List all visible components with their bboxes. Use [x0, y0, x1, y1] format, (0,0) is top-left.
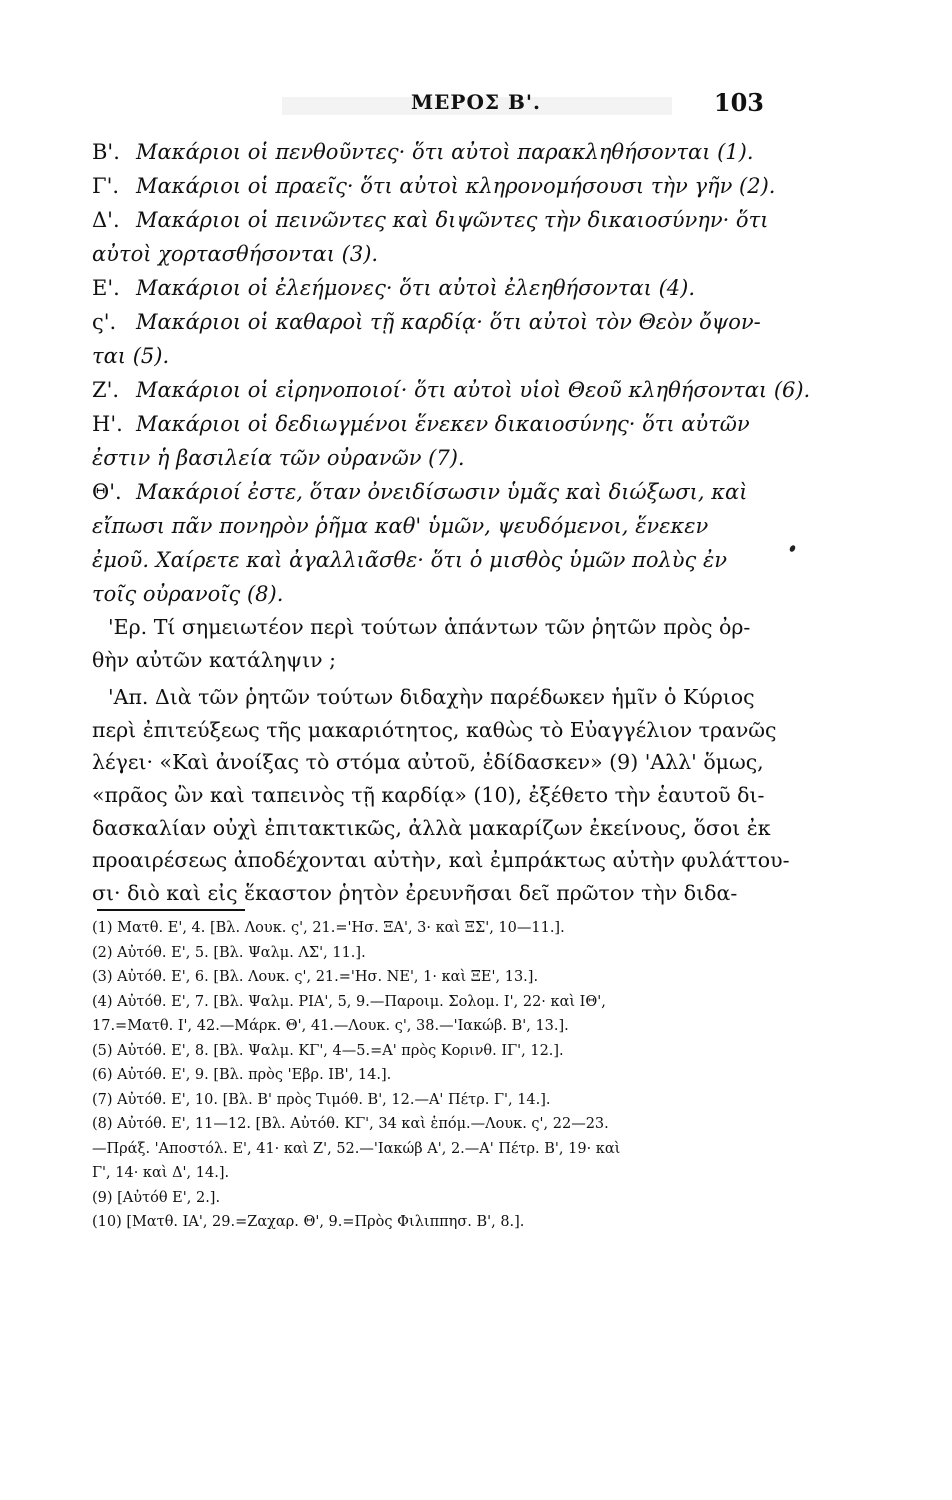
verse: [92, 169, 776, 203]
verse-text-continued: αὐτοὶ χορτασθήσονται (3).: [92, 242, 379, 266]
verse-number: Θ'.: [92, 480, 122, 504]
footnote: [92, 941, 782, 966]
verse-number: Δ'.: [92, 208, 120, 232]
answer-text: Διὰ τῶν ῥητῶν τούτων διδαχὴν παρέδωκεν ἡμῖν ὁ Κύριος: [154, 685, 755, 710]
footnote-text: (5) Αὐτόθ. Ε', 8. [Βλ. Ψαλμ. ΚΓ', 4—5.=Α' πρὸς Κορινθ. ΙΓ', 12.].: [92, 1042, 564, 1059]
footnote: [92, 990, 782, 1039]
footnote-text-continued: 17.=Ματθ. Ι', 42.—Μάρκ. Θ', 41.—Λουκ. ς', 38.—'Ιακώβ. Β', 13.].: [92, 1018, 569, 1034]
footnote-text: (6) Αὐτόθ. Ε', 9. [Βλ. πρὸς 'Εβρ. ΙΒ', 14.].: [92, 1067, 392, 1083]
verse-text: Μακάριοι οἱ ἐλεήμονες· ὅτι αὐτοὶ ἐλεηθήσονται (4).: [136, 276, 696, 300]
footnote: [92, 1210, 782, 1235]
question-line: [92, 611, 772, 644]
verse: [92, 407, 772, 475]
answer-block: [92, 681, 790, 909]
verse-text: Μακάριοι οἱ εἰρηνοποιοί· ὅτι αὐτοὶ υἱοὶ Θεοῦ κληθήσονται (6).: [136, 378, 811, 402]
verse-number: Β'.: [92, 140, 120, 164]
page-number: 103: [713, 88, 764, 117]
footnote-text: (3) Αὐτόθ. Ε', 6. [Βλ. Λουκ. ς', 21.='Ησ. ΝΕ', 1· καὶ ΞΕ', 13.].: [92, 969, 539, 985]
verse: [92, 135, 772, 169]
footnote-text: (4) Αὐτόθ. Ε', 7. [Βλ. Ψαλμ. ΡΙΑ', 5, 9.—Παροιμ. Σολομ. Ι', 22· καὶ ΙΘ',: [92, 993, 606, 1010]
verse-number: Ε'.: [92, 276, 120, 300]
verse-text: Μακάριοι οἱ καθαροὶ τῇ καρδίᾳ· ὅτι αὐτοὶ τὸν Θεὸν ὄψον-: [136, 310, 761, 334]
footnote: [92, 1063, 782, 1088]
footnote: [92, 965, 782, 990]
footnote-text-continued: Γ', 14· καὶ Δ', 14.].: [92, 1165, 230, 1181]
verse: [92, 305, 772, 373]
footnote-text: (8) Αὐτόθ. Ε', 11—12. [Βλ. Αὐτόθ. ΚΓ', 34 καὶ ἑπόμ.—Λουκ. ς', 22—23.: [92, 1116, 609, 1132]
question-text: Τί σημειωτέον περὶ τούτων ἁπάντων τῶν ῥητῶν πρὸς ὀρ-: [153, 615, 751, 639]
footnote: [92, 1186, 782, 1211]
answer-label: 'Απ.: [108, 685, 149, 710]
verse-text-continued: τοῖς οὐρανοῖς (8).: [92, 582, 284, 606]
footnote: [92, 916, 782, 941]
footnote: [92, 1112, 782, 1186]
verse: [92, 271, 772, 305]
verse-number: Η'.: [92, 412, 123, 436]
answer-text-continued: προαιρέσεως ἀποδέχονται αὐτὴν, καὶ ἐμπράκτως αὐτὴν φυλάττου-: [92, 848, 790, 873]
main-text: [92, 135, 811, 909]
verse-text-continued: ται (5).: [92, 344, 170, 368]
answer-text-continued: λέγει· «Καὶ ἀνοίξας τὸ στόμα αὐτοῦ, ἐδίδασκεν» (9) 'Αλλ' ὅμως,: [92, 750, 764, 775]
verse-text: Μακάριοι οἱ πεινῶντες καὶ διψῶντες τὴν δικαιοσύνην· ὅτι: [136, 208, 769, 232]
footnote-text: (1) Ματθ. Ε', 4. [Βλ. Λουκ. ς', 21.='Ησ. ΞΑ', 3· καὶ ΞΣ', 10—11.].: [92, 920, 565, 936]
question-text-continued: θὴν αὐτῶν κατάληψιν ;: [92, 647, 337, 672]
footnote-text-continued: —Πράξ. 'Αποστόλ. Ε', 41· καὶ Ζ', 52.—'Ιακώβ Α', 2.—Α' Πέτρ. Β', 19· καὶ: [92, 1140, 621, 1157]
running-head: ΜΕΡΟΣ Β'.: [411, 90, 541, 114]
verse-number: Ζ'.: [92, 378, 120, 402]
verse: [92, 475, 772, 611]
verse-text: Μακάριοι οἱ πενθοῦντες· ὅτι αὐτοὶ παρακληθήσονται (1).: [136, 140, 754, 164]
question-label: 'Ερ.: [108, 615, 148, 639]
page-header: [0, 90, 952, 124]
answer-text-continued: «πρᾶος ὢν καὶ ταπεινὸς τῇ καρδίᾳ» (10), ἐξέθετο τὴν ἑαυτοῦ δι-: [92, 782, 765, 807]
footnote-text: (2) Αὐτόθ. Ε', 5. [Βλ. Ψαλμ. ΛΣ', 11.].: [92, 944, 366, 961]
footnote-text: (7) Αὐτόθ. Ε', 10. [Βλ. Β' πρὸς Τιμόθ. Β', 12.—Α' Πέτρ. Γ', 14.].: [92, 1091, 551, 1108]
verse: [92, 373, 811, 407]
footnote: [92, 1039, 782, 1064]
ink-speck: [789, 544, 797, 553]
verse-text-continued: ἐστιν ἡ βασιλεία τῶν οὐρανῶν (7).: [92, 446, 465, 470]
question-block: [92, 611, 772, 676]
footnote-text: (9) [Αὐτόθ Ε', 2.].: [92, 1189, 221, 1206]
beatitudes-list: [92, 135, 811, 611]
footnotes: [92, 916, 782, 1235]
verse: [92, 203, 772, 271]
footnote: [92, 1088, 782, 1113]
answer-text-continued: δασκαλίαν οὐχὶ ἐπιτακτικῶς, ἀλλὰ μακαρίζων ἐκείνους, ὅσοι ἐκ: [92, 815, 771, 840]
verse-text-continued: ἐμοῦ. Χαίρετε καὶ ἀγαλλιᾶσθε· ὅτι ὁ μισθὸς ὑμῶν πολὺς ἐν: [92, 548, 728, 572]
answer-line: [92, 681, 772, 714]
footnote-rule: [97, 909, 245, 911]
verse-text: Μακάριοι οἱ δεδιωγμένοι ἕνεκεν δικαιοσύνης· ὅτι αὐτῶν: [136, 412, 750, 436]
footnote-text: (10) [Ματθ. ΙΑ', 29.=Ζαχαρ. Θ', 9.=Πρὸς Φιλιππησ. Β', 8.].: [92, 1214, 525, 1230]
verse-number: ς'.: [92, 310, 117, 334]
verse-text: Μακάριοί ἐστε, ὅταν ὀνειδίσωσιν ὑμᾶς καὶ διώξωσι, καὶ: [136, 480, 748, 504]
verse-text: Μακάριοι οἱ πραεῖς· ὅτι αὐτοὶ κληρονομήσουσι τὴν γῆν (2).: [136, 174, 776, 198]
verse-text-continued: εἴπωσι πᾶν πονηρὸν ῥῆμα καθ' ὑμῶν, ψευδόμενοι, ἕνεκεν: [92, 514, 709, 538]
answer-text-continued: σι· διὸ καὶ εἰς ἕκαστον ῥητὸν ἐρευνῆσαι δεῖ πρῶτον τὴν διδα-: [92, 880, 738, 905]
verse-number: Γ'.: [92, 174, 120, 198]
answer-text-continued: περὶ ἐπιτεύξεως τῆς μακαριότητος, καθὼς τὸ Εὐαγγέλιον τρανῶς: [92, 717, 777, 742]
